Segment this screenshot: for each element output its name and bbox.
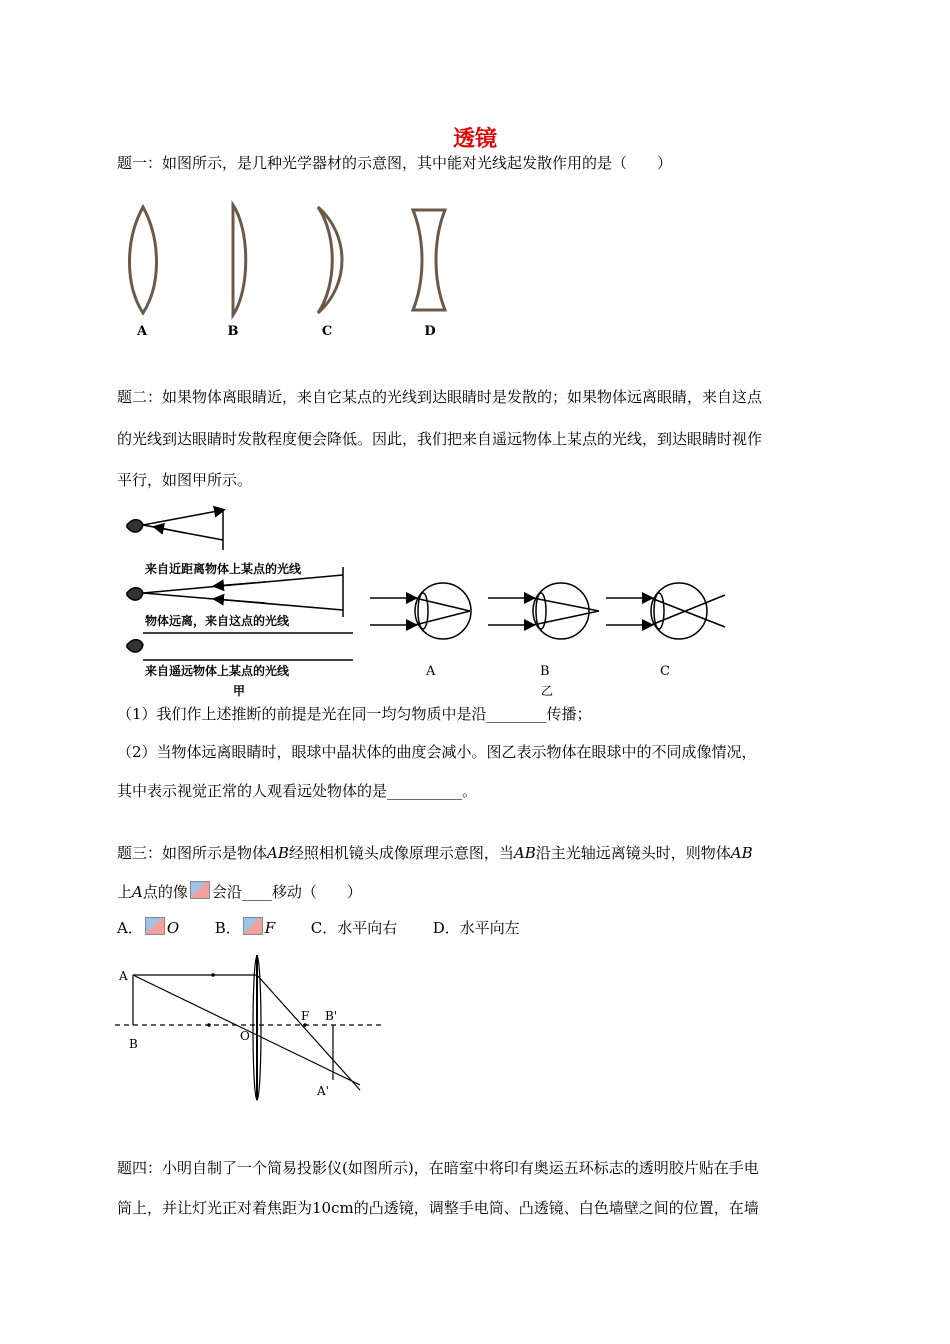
q3-line1 (117, 842, 837, 864)
q3-point-a: A (132, 883, 143, 901)
q3-line1-b: 经照相机镜头成像原理示意图，当 (288, 844, 514, 862)
label-a: A (119, 969, 128, 983)
label-o: O (240, 1029, 250, 1043)
jia-caption-1: 来自近距离物体上某点的光线 (145, 562, 302, 576)
q3-option-b: B． (214, 919, 241, 937)
q3-line2 (117, 881, 837, 903)
q3-camera-figure (115, 950, 395, 1110)
q3-options (117, 917, 837, 939)
page-title: 透镜 (452, 127, 497, 152)
eyeball-c (651, 583, 707, 639)
broken-image-icon (190, 881, 210, 899)
lens-d (413, 210, 445, 310)
q3-option-b-value: F (264, 919, 276, 937)
yi-label-c: C (660, 664, 670, 679)
q2-line2: 的光线到达眼睛时发散程度便会降低。因此，我们把来自遥远物体上某点的光线，到达眼睛时视作 (117, 430, 763, 448)
q3-ab-1: AB (267, 844, 289, 862)
q3-option-d: D．水平向左 (432, 919, 520, 937)
yi-label: 乙 (541, 684, 554, 698)
label-b: B (129, 1037, 138, 1051)
eyeball-b (533, 583, 589, 639)
jia-caption-3: 来自遥远物体上某点的光线 (145, 664, 290, 678)
eye-icon (127, 640, 143, 652)
q1-text: 题一：如图所示，是几种光学器材的示意图，其中能对光线起发散作用的是（ ） (117, 154, 673, 172)
label-b-prime: B' (325, 1009, 338, 1023)
q3-line1-a: 题三：如图所示是物体 (117, 844, 268, 862)
q2-sub1: （1）我们作上述推断的前提是光在同一均匀物质中是沿________传播； (117, 705, 592, 723)
q3-ab-3: AB (730, 844, 753, 862)
q3-line2-c: 会沿____移动（ ） (211, 883, 362, 901)
q4-line2: 筒上，并让灯光正对着焦距为10cm的凸透镜，调整手电筒、凸透镜、白色墙壁之间的位置，在墙 (117, 1199, 759, 1217)
yi-label-a: A (426, 664, 436, 679)
q3-line2-b: 点的像 (142, 883, 188, 901)
lens-b (233, 205, 246, 315)
q3-ab-2: AB (513, 844, 536, 862)
eye-icon (127, 588, 143, 600)
q1-lens-figure (115, 195, 475, 345)
yi-label-b: B (540, 664, 550, 679)
broken-image-icon (145, 917, 165, 935)
jia-caption-2: 物体远离，来自这点的光线 (145, 614, 290, 628)
lens-label-d: D (424, 324, 436, 339)
lens-a (130, 207, 157, 313)
label-f: F (301, 1009, 310, 1023)
q2-sub2b: 其中表示视觉正常的人观看远处物体的是__________。 (117, 782, 478, 800)
q2-line3: 平行，如图甲所示。 (117, 471, 253, 489)
lens-label-c: C (321, 324, 333, 339)
label-a-prime: A' (317, 1084, 329, 1098)
q4-line1: 题四：小明自制了一个简易投影仪(如图所示)，在暗室中将印有奥运五环标志的透明胶片贴在手电 (117, 1159, 759, 1177)
broken-image-icon (243, 917, 263, 935)
fig-jia (127, 510, 353, 660)
q3-option-a: A． (117, 919, 143, 937)
q2-figure (115, 505, 735, 700)
q2-line1: 题二：如果物体离眼睛近，来自它某点的光线到达眼睛时是发散的；如果物体远离眼睛，来自这点 (117, 388, 763, 406)
q3-option-a-value: O (166, 919, 180, 937)
lens-label-a: A (136, 324, 148, 339)
q2-sub2a: （2）当物体远离眼睛时，眼球中晶状体的曲度会减小。图乙表示物体在眼球中的不同成像情况， (117, 743, 757, 761)
fig-yi (370, 583, 725, 639)
eye-icon (127, 520, 143, 532)
q3-option-c: C．水平向右 (310, 919, 398, 937)
q3-line2-a: 上 (117, 883, 133, 901)
eyeball-a (415, 583, 471, 639)
lens-label-b: B (227, 324, 239, 339)
jia-label: 甲 (233, 684, 246, 698)
q3-line1-c: 沿主光轴远离镜头时，则物体 (535, 844, 731, 862)
lens-c (318, 207, 342, 313)
